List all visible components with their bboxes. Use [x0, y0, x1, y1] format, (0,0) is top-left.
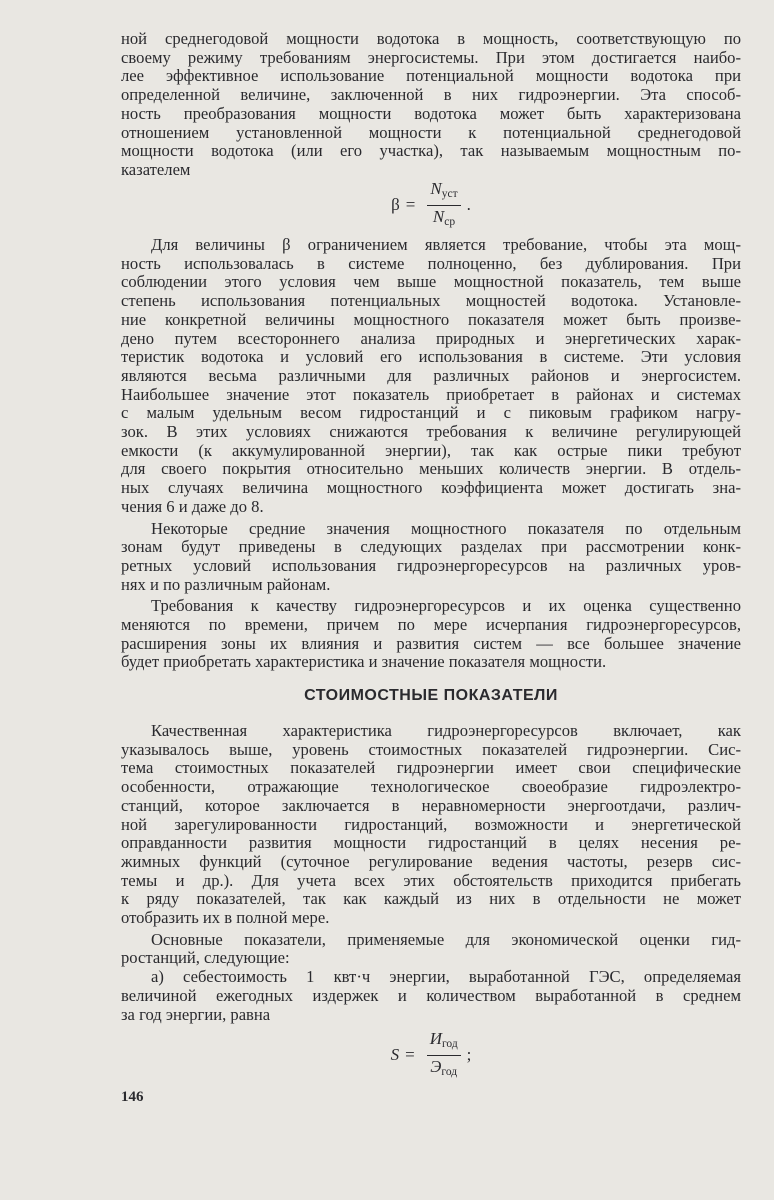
text-line: Требования к качеству гидроэнергоресурсов и их оценка существенно [151, 596, 741, 616]
formula-equals: = [405, 1045, 415, 1065]
paragraph-intro [121, 30, 741, 180]
text-line: станций, которое заключается в неравномерности энергоотдачи, различ- [121, 795, 741, 815]
text-line: оправданности развития мощности гидростанций в целях несения ре- [121, 833, 741, 853]
text-line: Некоторые средние значения мощностного показателя по отдельным [151, 518, 741, 538]
formula-period: . [466, 195, 471, 215]
text-line: а) себестоимость 1 квт·ч энергии, выработанной ГЭС, определяемая [151, 967, 741, 987]
formula-power-index [121, 180, 741, 231]
text-line: ной среднегодовой мощности водотока в мощность, соответствующую по [121, 29, 741, 48]
formula-lhs: β [391, 195, 400, 215]
text-line: ние конкретной величины мощностного показателя может быть произве- [121, 309, 741, 329]
text-line: своему режиму требованиям энергосистемы. При этом достигается наибо- [121, 47, 741, 67]
formula-equals: = [405, 195, 416, 215]
text-line: для своего покрытия относительно меньших количеств энергии. В отдель- [121, 459, 741, 479]
formula-cost [121, 1030, 741, 1081]
text-line: ных случаях величина мощностного коэффициента может достигать зна- [121, 478, 741, 498]
denominator-subscript: год [441, 1066, 458, 1078]
text-line: расширения зоны их влияния и развития систем — все большее значение [121, 633, 741, 653]
text-line: Качественная характеристика гидроэнергоресурсов включает, как [151, 721, 741, 740]
text-line: за год энергии, равна [121, 1004, 271, 1024]
text-line: зок. В этих условиях снижаются требования к величине регулирующей [121, 422, 741, 442]
text-line: указывалось выше, уровень стоимостных показателей гидроэнергии. Сис- [121, 739, 741, 759]
text-line: нях и по различным районам. [121, 574, 331, 594]
text-line: ретных условий использования гидроэнергоресурсов на различных уров- [121, 555, 741, 575]
text-block-cost [121, 722, 741, 1024]
text-line: ростанций, следующие: [121, 948, 290, 968]
text-line: Наибольшее значение этот показатель приобретает в районах и системах [121, 384, 741, 404]
fraction-denominator [430, 206, 458, 231]
formula-lhs: S [390, 1045, 400, 1065]
paragraph-cost-characteristics [121, 722, 741, 928]
text-line: определенной величине, заключенной в них гидроэнергии. Эта способ- [121, 85, 741, 105]
text-line: казателем [121, 159, 191, 179]
text-line: отношением установленной мощности к потенциальной среднегодовой [121, 122, 741, 142]
paragraph-item-a-cost [121, 968, 741, 1024]
paragraph-main-indicators [121, 931, 741, 968]
text-line: жимных функций (суточное регулирование ведения частоты, резерв сис- [121, 851, 741, 871]
text-line: ной зарегулированности гидростанций, возможности и энергетической [121, 814, 741, 834]
numerator-symbol: N [430, 179, 442, 198]
text-line: дено путем всестороннего анализа природных и энергетических харак- [121, 328, 741, 348]
formula-fraction [427, 1030, 461, 1081]
text-block-power [121, 236, 741, 672]
text-line: с малым удельным весом гидростанций и с пиковым графиком нагру- [121, 403, 741, 423]
text-line: ность преобразования мощности водотока может быть характеризована [121, 103, 741, 123]
text-line: соблюдении этого условия чем выше мощностной показатель, тем выше [121, 272, 741, 292]
formula-fraction [427, 180, 460, 231]
denominator-symbol: Э [430, 1057, 442, 1076]
numerator-subscript: уст [441, 188, 458, 200]
text-line: темы и др.). Для учета всех этих обстоятельств приходится прибегать [121, 870, 741, 890]
formula-semicolon: ; [466, 1045, 472, 1065]
text-line: ность использовалась в системе полноценно, без дублирования. При [121, 253, 741, 273]
numerator-symbol: И [429, 1029, 442, 1048]
text-line: Основные показатели, применяемые для экономической оценки гид- [151, 929, 741, 949]
text-line: являются весьма различными для различных районов и энергосистем. [121, 365, 741, 385]
paragraph-beta-limit [121, 236, 741, 517]
text-line: особенности, отражающие технологическое своеобразие гидроэлектро- [121, 777, 741, 797]
text-line: зонам будут приведены в следующих разделах при рассмотрении конк- [121, 537, 741, 557]
page-number: 146 [121, 1089, 144, 1105]
text-line: мощности водотока (или его участка), так называемым мощностным по- [121, 141, 741, 161]
text-line: чения 6 и даже до 8. [121, 496, 264, 516]
paragraph-average-values [121, 520, 741, 595]
section-heading: СТОИМОСТНЫЕ ПОКАЗАТЕЛИ [304, 687, 558, 704]
text-line: будет приобретать характеристика и значение показателя мощности. [121, 652, 607, 672]
text-line: величиной ежегодных издержек и количеством выработанной в среднем [121, 985, 741, 1005]
text-line: Для величины β ограничением является требование, чтобы эта мощ- [151, 235, 741, 254]
text-line: отобразить их в полной мере. [121, 908, 330, 928]
text-block-intro [121, 30, 741, 180]
text-line: степень использования потенциальных мощностей водотока. Установле- [121, 291, 741, 311]
denominator-subscript: ср [444, 216, 456, 228]
fraction-numerator [427, 180, 460, 206]
text-line: тема стоимостных показателей гидроэнергии имеет свои специфические [121, 758, 741, 778]
text-line: к ряду показателей, так как каждый из них в отдельности не может [121, 889, 741, 909]
text-line: лее эффективное использование потенциальной мощности водотока при [121, 66, 741, 86]
text-line: теристик водотока и условий его использования в системе. Эти условия [121, 347, 741, 367]
numerator-subscript: год [441, 1038, 458, 1050]
denominator-symbol: N [432, 207, 445, 226]
fraction-denominator [427, 1056, 460, 1081]
text-line: меняются по времени, причем по мере исчерпания гидроэнергоресурсов, [121, 615, 741, 635]
paragraph-quality-requirements [121, 597, 741, 672]
text-line: емкости (к аккумулированной энергии), так как острые пики требуют [121, 440, 741, 460]
fraction-numerator [427, 1030, 461, 1056]
